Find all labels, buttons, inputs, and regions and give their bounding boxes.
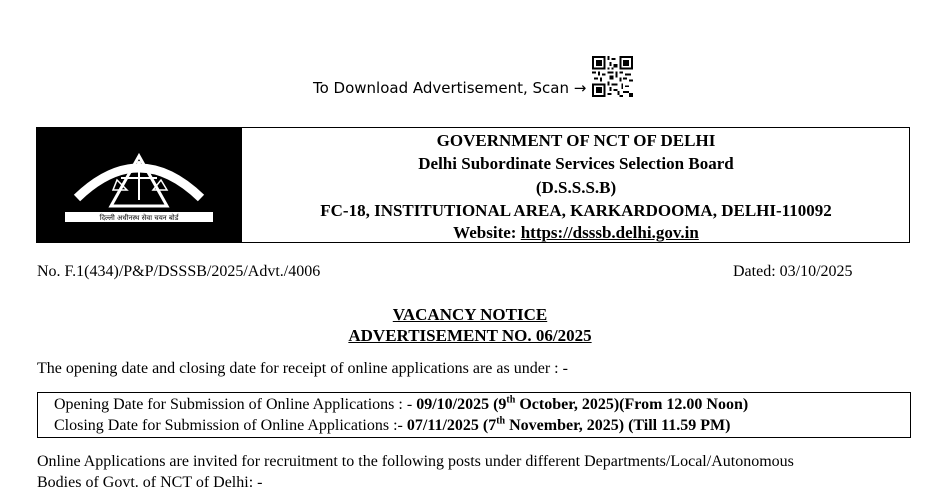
header-board-name: Delhi Subordinate Services Selection Board (418, 154, 734, 173)
closing-date-row (54, 417, 730, 435)
emblem-icon (37, 128, 241, 242)
closing-date-rest: November, 2025) (Till 11.59 PM) (505, 417, 731, 434)
logo-text: दिल्ली अधीनस्थ सेवा चयन बोर्ड (99, 214, 179, 222)
dated: Dated: 03/10/2025 (733, 263, 853, 280)
qr-code-icon[interactable] (592, 56, 633, 97)
opening-date-sup: th (506, 394, 516, 406)
opening-date-label: Opening Date for Submission of Online Applications : - (54, 396, 417, 413)
scan-instruction: To Download Advertisement, Scan → (313, 79, 587, 97)
header-address: FC-18, INSTITUTIONAL AREA, KARKARDOOMA, DELHI-110092 (320, 201, 832, 220)
header-website (242, 223, 910, 243)
opening-date-rest: October, 2025)(From 12.00 Noon) (515, 396, 749, 413)
opening-date-row (54, 396, 748, 414)
website-label: Website: (453, 223, 521, 242)
vacancy-notice-title: VACANCY NOTICE (392, 305, 548, 324)
closing-date-sup: th (496, 415, 506, 427)
header-acronym: (D.S.S.S.B) (535, 178, 617, 197)
body-paragraph-line1: Online Applications are invited for recruitment to the following posts under different Departments/Local/Autonomous (37, 453, 794, 470)
dsssb-logo (37, 128, 242, 242)
closing-date-value: 07/11/2025 (7 (406, 417, 497, 434)
intro-text: The opening date and closing date for receipt of online applications are as under : - (37, 360, 568, 377)
header-government: GOVERNMENT OF NCT OF DELHI (436, 131, 716, 150)
advertisement-number: ADVERTISEMENT NO. 06/2025 (348, 326, 592, 345)
reference-number: No. F.1(434)/P&P/DSSSB/2025/Advt./4006 (37, 263, 321, 280)
website-link[interactable]: https://dsssb.delhi.gov.in (520, 223, 699, 242)
opening-date-value: 09/10/2025 (9 (416, 396, 507, 413)
body-paragraph-line2: Bodies of Govt. of NCT of Delhi: - (37, 474, 263, 491)
header-box (36, 127, 910, 243)
closing-date-label: Closing Date for Submission of Online Applications :- (54, 417, 407, 434)
dates-box (37, 392, 911, 438)
